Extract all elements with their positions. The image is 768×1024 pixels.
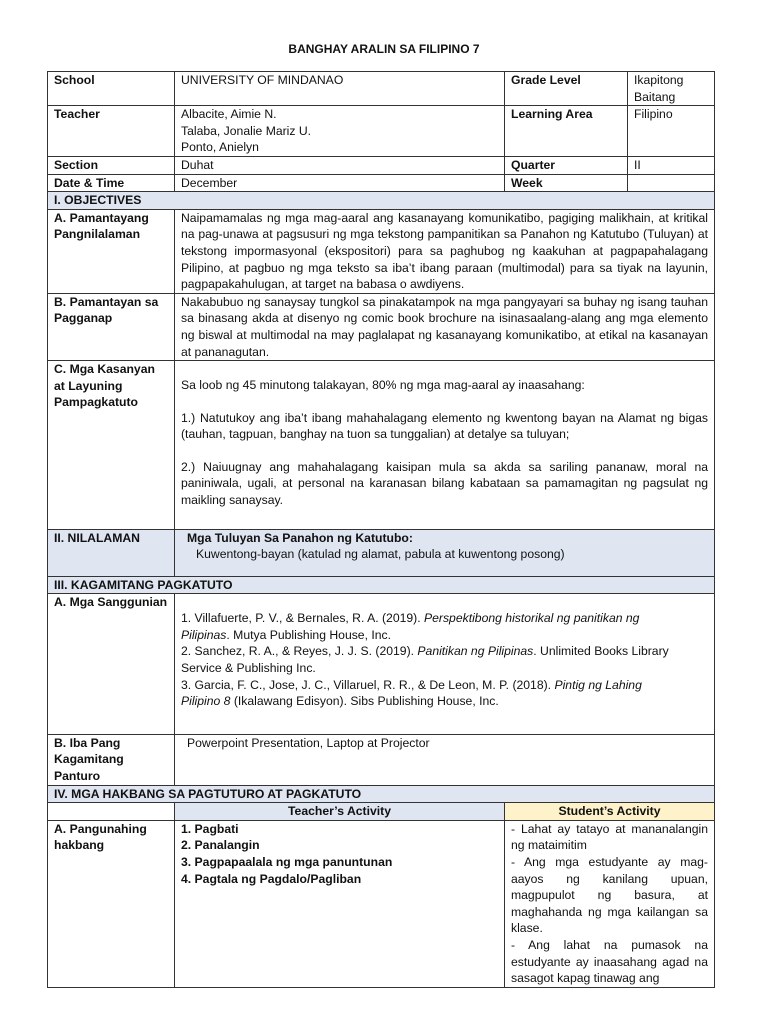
teacher-activity-item: 3. Pagpapaalala ng mga panuntunan	[181, 854, 393, 869]
nilalaman-content	[175, 529, 715, 576]
page-title: BANGHAY ARALIN SA FILIPINO 7	[288, 42, 480, 56]
student-activity-header: Student’s Activity	[505, 803, 715, 821]
teacher-label: Teacher	[48, 106, 175, 157]
student-activity-item: - Ang mga estudyante ay mag-aayos ng kanilang upuan, magpupulot ng basura, at maghahanda ng mga kailangan sa klase.	[511, 854, 708, 936]
quarter-value: II	[628, 156, 715, 174]
objective-a-label: A. Pamantayang Pangnilalaman	[48, 209, 175, 293]
nilalaman-line2: Kuwentong-bayan (katulad ng alamat, pabula at kuwentong posong)	[196, 547, 565, 562]
school-value: UNIVERSITY OF MINDANAO	[175, 72, 505, 106]
student-activity-text	[505, 820, 715, 987]
row-teacher	[48, 106, 715, 157]
week-value	[628, 174, 715, 192]
hakbang-header: IV. MGA HAKBANG SA PAGTUTURO AT PAGKATUTO	[48, 785, 715, 803]
sanggunian-label: A. Mga Sanggunian	[48, 594, 175, 735]
student-activity-item: - Lahat ay tatayo at mananalangin ng mataimitim	[511, 821, 708, 853]
objective-a-text: Naipamamalas ng mga mag-aaral ang kasanayang komunikatibo, pagiging malikhain, at kritikal na pag-unawa at pagsusuri ng mga tekstong pampanitikan sa Panahon ng Katutubo (Tuluyan) at tekstong impormasyonal (ekspositori) para sa paghubog ng kaakuhan at pagpapahalagang Pilipino, at pagbuo ng mga teksto sa iba’t ibang paraan (multimodal) para sa tiyak na layunin, pagpapakahulugan, at target na babasa o awdiyens.	[175, 209, 715, 293]
objective-c-text	[175, 361, 715, 530]
objective-b-text: Nakabubuo ng sanaysay tungkol sa pinakatampok na mga pangyayari sa buhay ng isang tauhan sa binasang akda at disenyo ng comic book brochure na isinasaalang-alang ang mga elemento ng biswal at multimodal na may paglalapat ng kasanayang komunikatibo, at etikal na kasanayan at pananagutan.	[175, 293, 715, 360]
row-pangunahing-hakbang	[48, 820, 715, 987]
school-label: School	[48, 72, 175, 106]
objective-b-label: B. Pamantayan sa Pagganap	[48, 293, 175, 360]
row-objective-a	[48, 209, 715, 293]
student-activity-item: - Ang lahat na pumasok na estudyante ay inaasahang agad na sasagot kapag tinawag ang	[511, 937, 708, 986]
section-value: Duhat	[175, 156, 505, 174]
teacher-activity-item: 2. Panalangin	[181, 838, 260, 853]
grade-label: Grade Level	[505, 72, 628, 106]
row-school	[48, 72, 715, 106]
teacher-activity-item: 1. Pagbati	[181, 821, 239, 836]
quarter-label: Quarter	[505, 156, 628, 174]
objectives-header-row	[48, 192, 715, 210]
area-value: Filipino	[628, 106, 715, 157]
objective-c-intro: Sa loob ng 45 minutong talakayan, 80% ng mga mag-aaral ay inaasahang:	[181, 378, 585, 393]
kagamitang-panturo-label: B. Iba Pang Kagamitang Panturo	[48, 734, 175, 785]
sanggunian-list	[175, 594, 715, 735]
row-objective-c	[48, 361, 715, 530]
lesson-plan-table	[47, 71, 715, 988]
reference-item: 1. Villafuerte, P. V., & Bernales, R. A. (2019). Perspektibong historikal ng panitikan ng Pilipinas. Mutya Publishing House, Inc.	[181, 611, 640, 642]
week-label: Week	[505, 174, 628, 192]
objective-c-item: 2.) Naiuugnay ang mahahalagang kaisipan mula sa akda sa sariling pananaw, moral na paniniwala, ugali, at personal na karanasan bilang kabataan sa pamamagitan ng pagsulat ng maikling sanaysay.	[181, 459, 708, 508]
row-objective-b	[48, 293, 715, 360]
reference-item: 2. Sanchez, R. A., & Reyes, J. J. S. (2019). Panitikan ng Pilipinas. Unlimited Books Library Service & Publishing Inc.	[181, 644, 669, 676]
teacher-names	[175, 106, 505, 157]
row-sanggunian	[48, 594, 715, 735]
activity-header-blank	[48, 803, 175, 821]
teacher-name: Albacite, Aimie N.	[181, 107, 277, 122]
teacher-name: Talaba, Jonalie Mariz U.	[181, 123, 312, 138]
kagamitan-header-row	[48, 576, 715, 594]
nilalaman-label: II. NILALAMAN	[48, 529, 175, 576]
row-nilalaman	[48, 529, 715, 576]
nilalaman-line1: Mga Tuluyan Sa Panahon ng Katutubo:	[187, 530, 413, 545]
row-kagamitang-panturo	[48, 734, 715, 785]
teacher-activity-item: 4. Pagtala ng Pagdalo/Pagliban	[181, 871, 362, 886]
row-date	[48, 174, 715, 192]
kagamitang-panturo-text: Powerpoint Presentation, Laptop at Projector	[175, 734, 715, 785]
objectives-header: I. OBJECTIVES	[48, 192, 715, 210]
teacher-name: Ponto, Anielyn	[181, 140, 259, 155]
row-activity-headers	[48, 803, 715, 821]
objective-c-label: C. Mga Kasanyan at Layuning Pampagkatuto	[48, 361, 175, 530]
hakbang-header-row	[48, 785, 715, 803]
teacher-activity-list	[175, 820, 505, 987]
pangunahing-hakbang-label: A. Pangunahing hakbang	[48, 820, 175, 987]
reference-item: 3. Garcia, F. C., Jose, J. C., Villaruel, R. R., & De Leon, M. P. (2018). Pintig ng Lahing Pilipino 8 (Ikalawang Edisyon). Sibs Publishing House, Inc.	[181, 677, 642, 709]
section-label: Section	[48, 156, 175, 174]
teacher-activity-header: Teacher’s Activity	[175, 803, 505, 821]
date-label: Date & Time	[48, 174, 175, 192]
area-label: Learning Area	[505, 106, 628, 157]
grade-value: Ikapitong Baitang	[628, 72, 715, 106]
row-section	[48, 156, 715, 174]
date-value: December	[175, 174, 505, 192]
objective-c-item: 1.) Natutukoy ang iba’t ibang mahahalagang elemento ng kwentong bayan na Alamat ng bigas (tauhan, tagpuan, banghay na tuon sa tunggalian) at detalye sa tuluyan;	[181, 410, 708, 442]
kagamitan-header: III. KAGAMITANG PAGKATUTO	[48, 576, 715, 594]
